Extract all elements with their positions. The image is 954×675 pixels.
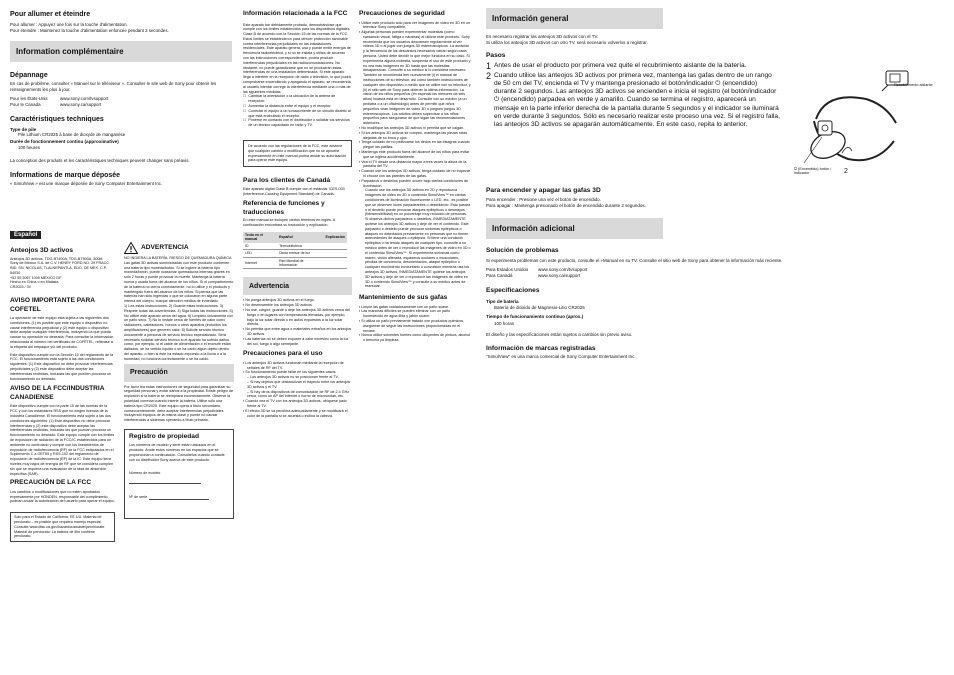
step-1 (486, 62, 780, 71)
list-item: ▪ Cuando use los anteojos 3D activos, tenga cuidado de no tropezar ni chocar con las paredes de las gafas. (359, 169, 471, 179)
list-item: ▪ No ponga anteojos 3D activos en el fuego. (243, 298, 352, 303)
cofetel-text-2: Este dispositivo cumple con la Sección 15 del reglamento de la FCC. El funcionamiento está sujeto a las dos condiciones siguientes: (1) Este dispositivo no debe provocar interferencias perjudiciales y (2) este dispositivo debe aceptar las interferencias recibidas, incluidas las que pueden provocar un funcionamiento no deseado. (10, 352, 114, 381)
advertencia-list: 1) Lea estas instrucciones. 2) Guarde estas instrucciones. 3) Respete todas las advertencias. 4) Siga todas las instrucciones. 5) No utilice este aparato cerca del agua. 6) Límpielo únicamente con un paño seco. 7) No lo instale cerca de fuentes de calor como radiadores, calefactores, hornos u otros aparatos (incluidos los amplificadores) que generen calor. 8) Solicite servicio técnico únicamente a personal de servicio técnico especializado. Será necesario solicitar servicio técnico si el aparato ha sufrido daños como, por ejemplo, si el cable de alimentación o el enchufe están dañados, se ha vertido líquido o se ha caído algún objeto dentro del aparato, o bien si éste ha estado expuesto a la lluvia o a la humedad, no funciona correctamente o se ha caído. (124, 303, 234, 361)
list-item: ▪ Limpie las gafas cuidadosamente con un paño suave. (359, 305, 471, 310)
perclorato-text-1: Solo para el Estado de California, EE.UU. Material de perclorato – es posible que requiera manejo especial. Consulte www.dtsc.ca.gov/hazardouswaste/perchlorate (14, 515, 105, 529)
type-pile-label: Type de pile (10, 126, 37, 132)
advertencia-header: Advertencia (243, 277, 352, 295)
marque-text: « SimulView » est une marque déposée de Sony Computer Entertainment Inc. (10, 180, 163, 186)
support-us-label: Pour les États-Unis (10, 96, 48, 102)
advertencia-bullets (243, 298, 352, 346)
list-item: ▪ No desensamble los anteojos 3D activos. (243, 303, 352, 308)
depannage-title: Dépannage (10, 72, 48, 80)
serie-line (149, 492, 209, 500)
step-2-number: 2 (486, 70, 492, 81)
support-ca-label-es: Para Canadá (486, 273, 513, 279)
info-comp-header: Information complémentaire (10, 41, 232, 62)
prec-uso-bullets (243, 361, 352, 419)
list-subitem: Cuando use los anteojos 3D activos en 2D y reproduzca imágenes de video en 3D o contenido SimulView™ en ciertas condiciones de iluminación fluorescente o LED, etc., es posible que se observen luces parpadeantes o destellando. Esto pasará o el destello puede provocar ataques epilépticos o desmayos (fotosensibilidad) en un porcentaje muy reducido de personas. Si observa dichos parpadeos o destellos, INMEDIATAMENTE quítese los anteojos 3D activos y deje de ver el contenido. Este parpadeo o destello puede provocar síntomas epilépticos o ataques no detectados previamente en personas que no tienen antecedentes de ataques o epilepsia. Si tiene una condición epiléptica o ha tenido ataques de cualquier tipo, consulte a su médico antes de ver o reproducir las imágenes de video en 3D o el contenido SimulView™. Si experimenta síntomas como mareo, visión alterada, espasmos oculares o musculares, pérdida de conciencia, desorientación, ataque epiléptico o cualquier movimiento involuntario o convulsión mientras usa los anteojos 3D activos, INMEDIATAMENTE quítese los anteojos 3D activos y deje de ver o reproducir las imágenes de video en 3D o contenido SimulView™ y consulte a su médico antes de reanudar. (365, 188, 471, 289)
support-ca-label: Pour le Canada (10, 101, 41, 107)
anteojos-models: Anteojos 3D activos, TDG-BT400A, TDG-BT500A, 500M (10, 256, 103, 261)
espec-title: Especificaciones (486, 286, 540, 294)
list-item: ▪ Tenga cuidado de no pellizcarse los dedos en las bisagras cuando plegue las patillas. (359, 140, 471, 150)
tipo-bat-value: Batería de dióxido de Magnesio-Litio CR2025 (494, 304, 585, 310)
perclorato-text-2: Material de perclorato: La batería de litio contiene perclorato. (14, 529, 95, 539)
table-row: Internet Red Mundial de Información (243, 257, 347, 269)
step-2 (486, 72, 780, 129)
fcc-box (243, 140, 352, 167)
pasos-block (486, 61, 946, 181)
prec-seg-bullets (359, 21, 471, 290)
col-spanish-legal (10, 223, 115, 542)
importer: Sony de México S.A. de C.V. HENRY FORD NO. 29 FRACC. IND. SN. NICOLAS, TLALNEPANTLA, EDO. DE MEX. C.P. 54030 (10, 261, 110, 275)
marcas-title: Información de marcas registradas (486, 344, 596, 352)
ref-table (243, 232, 347, 269)
prec-fcc-title: PRECAUCIÓN DE LA FCC (10, 479, 92, 487)
list-item: ▪ Nunca utilice solventes fuertes como diluyentes de pintura, alcohol o bencina ya limpieza. (359, 333, 471, 343)
power-text-2: Pour éteindre : Maintenez la touche d'alimentation enfoncée pendant 2 secondes. (10, 27, 169, 33)
tiempo-value: 100 horas (494, 321, 515, 327)
list-item: ▪ Los anteojos 3D activos funcionan mediante la recepción de señales de RF del TV. (243, 361, 352, 371)
mant-title: Mantenimiento de sus gafas (359, 294, 448, 302)
list-item: ▪ No modifique los anteojos 3D activos ni permita que se caigan. (359, 126, 471, 131)
ref-text: En este manual se incluyen ciertos términos en inglés. A continuación encontrará su traducción y explicación. (243, 218, 336, 228)
advertencia-sub: NO INGIERA LA BATERÍA, RIESGO DE QUEMADURA QUÍMICA (124, 256, 232, 260)
tel: +52 55 3067 1000 MÉXICO DF (10, 275, 62, 280)
info-general-text-1: Es necesario registrar las anteojos 3D activos con el TV. (486, 34, 599, 39)
prec-seg-title: Precauciones de seguridad (359, 10, 445, 17)
ref-title: Referencia de funciones y traducciones (243, 200, 325, 216)
table-row: ID Termoeléctrica (243, 243, 347, 250)
marque-title: Informations de marque déposée (10, 171, 121, 179)
ref-table-header: Texto en el manual Español Explicación (243, 232, 347, 243)
serie-label: Nº de serie (129, 494, 148, 499)
encender-text-2: Para apagar : Mantenga presionado el botón de encendido durante 2 segundos. (486, 202, 646, 208)
anteojos-title: Anteojos 3D activos (10, 247, 74, 254)
advertencia-title: ADVERTENCIA (141, 243, 189, 251)
list-subitem: – Los anteojos 3D activos no se posicionan frente al TV. (247, 375, 339, 380)
fcc-list (243, 94, 352, 128)
duree-label: Durée de fonctionnement continu (approximative) (10, 138, 119, 144)
col-seguridad (359, 10, 471, 343)
support-ca-url: www.sony.ca/support (60, 101, 102, 107)
step-1-text: Antes de usar el producto por primera vez quite el recubrimiento aislante de la batería. (494, 61, 747, 69)
solucion-text: Si experimenta problemas con este producto, consulte el i-Manual en su TV. Consulte el sitio web de Sony para obtener la información más reciente. (486, 257, 783, 263)
list-item: ▪ Su funcionamiento puede fallar en los siguientes casos: (243, 370, 352, 375)
step-2-text: Cuando utilice las anteojos 3D activos por primera vez, mantenga las gafas dentro de un rango de 50 cm del TV, encienda el TV y mantenga presionado el botón/indicador ⏻ (encendido) durante 2 segundos. Las anteojos 3D activos se encienden e inicia el registro (el botón/indicador ⏻ (encendido) parpadea en verde y amarillo. Cuando se termina el registro, aparecerá un mensaje en la parte inferior derecha de la pantalla durante 5 segundos y el indicador se iluminará en verde durante 3 segundos. Sólo es necesario realizar este proceso una vez. Si el registro falla, las anteojos 3D activos se apagarán automáticamente. En este caso, repita lo anterior. (494, 71, 780, 128)
fcc-ic-text: Este dispositivo cumple con la parte 15 de las normas de la FCC y con los estándares RSS que no exigen licencia de la Industria Canadiense. El funcionamiento está sujeto a las dos condiciones siguientes: (1) Este dispositivo no debe provocar interferencias y (2) este dispositivo debe aceptar las interferencias recibidas, incluidas las que puedan provocar un funcionamiento no deseado. Este equipo cumple con los límites de exposición de radiación de la FCC/IC establecidos para un ambiente no controlado y cumple con los lineamientos de exposición de radiofrecuencia (RF) de la FCC estipulados en el Suplemento C a OET65 y RSS-102 del reglamento de exposición de radiofrecuencia (RF) de la IC. Este equipo tiene niveles muy bajos de energía de RF que se considera cumplen sin que se requiera una evaluación de la tasa de absorción específica (SAR). (10, 404, 115, 476)
svg-text:2: 2 (844, 167, 848, 175)
list-item: ▪ Si los anteojos 3D activos se rompen, mantenga las piezas rotas alejadas de su boca y ojos. (359, 131, 471, 141)
fcc-info-title: Información relacionada a la FCC (243, 10, 348, 17)
canada-text: Este aparato digital Clase B cumple con el estándar ICES-003 (Interference-Causing Equipment Standard) de Canadá. (243, 186, 345, 196)
cofetel-text-1: La operación de este equipo está sujeta a las siguientes dos condiciones: (1) es posible que este equipo o dispositivo no cause interferencia perjudicial y (2) este equipo o dispositivo debe aceptar cualquier interferencia, incluyendo la que pueda causar su operación no deseada. Para consultar la información relacionada al número del certificado de COFETEL, refiérase a la etiqueta del empaque y/o del producto. (10, 316, 114, 349)
modelo-label: Número de modelo (129, 470, 161, 475)
list-item: ▪ El efecto 3D se va percibirá adecuadamente y se modificará el color de la pantalla si se acuesta o inclina la cabeza. (243, 409, 352, 419)
support-ca-url-es: www.sony.ca/support (538, 273, 581, 279)
fcc-info-text: Este aparato fue debidamente probado, demostrándose que cumple con los límites establecidos para los dispositivos digitales Clase B de acuerdo con la Sección 15 de las normas de la FCC. Estos límites se establecieron para ofrecer protección razonable contra interferencias perjudiciales en las instalaciones residenciales. Este aparato genera, usa y puede emitir energía de frecuencia radioeléctrica, y si no se instala y utiliza de acuerdo con las instrucciones correspondientes, podría producir interferencias perjudiciales en las radiocomunicaciones. No obstante, no puede garantizarse que no se producirán estas interferencias en una instalación determinada. Si este aparato llega a interferir en la recepción de radio o televisión, lo que podrá comprobarse encendiendo y apagando el aparato, se recomienda al usuario intentar corregir la interferencia mediante una o más de las siguientes medidas: (243, 22, 351, 94)
carac-note: La conception des produits et les caractéristiques techniques peuvent changer sans préavis. (10, 158, 190, 164)
list-subitem: – Si hay otros dispositivos de comunicación de RF de 2.4 GHz cerca, como un AP del internet o horno de microondas, etc. (247, 389, 350, 399)
registro-box (124, 429, 234, 519)
label-recubrimiento: Recubrimiento aislante (894, 82, 933, 87)
list-item: ▪ Mantenga este producto fuera del alcance de los niños para evitar que se ingiera accidentalmente. (359, 150, 471, 160)
type-pile-value: Pile Lithium CR2025 à base de dioxyde de manganèse (18, 132, 126, 138)
glasses-illustration (786, 61, 936, 181)
list-item: ▪ No use, cargue, guarde o deje los anteojos 3D activos cerca del fuego o en lugares con temperaturas elevadas, por ejemplo, bajo la luz solar directa o en autos expuestos a la luz solar directa. (243, 308, 352, 327)
registro-title: Registro de propiedad (129, 432, 199, 440)
perclorato-box (10, 512, 115, 542)
info-adicional-header: Información adicional (486, 218, 663, 239)
encender-text-1: Para encender : Presione una vez el botón de encendido. (486, 197, 601, 203)
precaucion-text: Por favor lea estas instrucciones de seguridad para garantizar su seguridad personal y evitar daños a la propiedad. Existe peligro de explosión si la batería se reemplaza incorrectamente. Observe la polaridad correcta cuando inserte la batería. Utilice sólo una batería tipo CR2025. Este equipo opera a título secundario, consecuentemente, debe aceptar interferencias perjudiciales incluyendo equipos de la misma clase y puede no causar interferencias a sistemas operando a título primario. (124, 384, 234, 423)
prec-fcc-text: Los cambios o modificaciones que no estén aprobados expresamente por HONDEN, responsable del cumplimiento, podrían anular la autorización del usuario para operar el equipo. (10, 489, 115, 504)
list-item: ▪ Las baterías no se deben exponer a calor excesivo como la luz del sol, fuego o algo semejante. (243, 337, 352, 347)
fcc-list-item: ☐ Conectar el equipo a un tomacorriente de un circuito distinto al que está enchufado el receptor. (243, 108, 351, 118)
glasses-illustration-svg (786, 61, 936, 181)
hecho: Hecho en China o en Malasia (10, 280, 59, 285)
cofetel-title: AVISO IMPORTANTE PARA COFETEL (10, 297, 95, 313)
support-us-url-es: www.sony.com/tvsupport (538, 267, 588, 273)
list-subitem: – Si hay objetos que obstaculizan el trayecto entre los anteojos 3D activos y el TV. (247, 380, 351, 389)
list-item: ▪ Parpadeos o destellos pueden ocurrir bajo ciertas condiciones de iluminación. (359, 179, 471, 189)
espec-note: El diseño y las especificaciones están sujetos a cambios sin previo aviso. (486, 331, 633, 337)
modelo-line (129, 476, 201, 484)
advertencia-heading (124, 242, 234, 254)
support-us-label-es: Para Estados Unidos (486, 267, 529, 273)
support-us-url: www.sony.com/tvsupport (60, 96, 109, 102)
list-item: ▪ Utilice este producto sólo para ver imágenes de video en 3D en un televisor Sony compatible. (359, 21, 471, 31)
pasos-title: Pasos (486, 52, 506, 60)
registro-text: Los números de modelo y serie están ubicados en el producto. Anote estos números en los espacios que se proporcionan a continuación. Consúltelos cuando contacte con su distribuidor Sony acerca de este producto. (129, 443, 225, 462)
pasos-steps (486, 61, 780, 181)
col-fcc (243, 10, 352, 418)
canada-title: Para los clientes de Canadá (243, 177, 331, 185)
espanol-badge: Español (10, 231, 41, 239)
advertencia-text: Las gafas 3D activas suministradas con este producto contienen una batería tipo moneda/botón. Si se ingiere la batería tipo moneda/botón, puede ocasionar quemaduras internas graves en solo 2 horas y puede provocar la muerte. Mantenga la batería nueva y usada fuera del alcance de los niños. Si el compartimiento de la batería no cierra correctamente, no lo utilice y el producto y manténgalo fuera del alcance de los niños. Si piensa que las baterías han sido ingeridas o que se colocaron en alguna parte interna del cuerpo, busque atención médica de inmediato. (124, 260, 234, 304)
serie-row (129, 492, 229, 500)
carac-title: Caractéristiques techniques (10, 115, 104, 123)
support-ca-row-es (486, 273, 946, 279)
col-warnings (124, 242, 234, 519)
power-text-1: Pour allumer : Appuyez une fois sur la touche d'alimentation. (10, 22, 128, 27)
list-item: ▪ Algunas personas pueden experimentar molestias (como cansancio visual, fatiga o náuseas) al utilizar este producto. Sony recomienda que los usuarios descansen regularmente al ver videos 3D o al jugar con juegos 3D estereoscópicos. La duración y la frecuencia de los descansos necesarios varían según cada persona. Usted debe decidir lo que mejor funciona en su caso. Si experimenta alguna molestia, suspenda el uso de este producto y no vea más imágenes en 3D hasta que las molestias desaparezcan. Consulte a su médico si lo considera necesario. También se recomienda leer nuevamente (i) el manual de instrucciones de su televisor, así como también instrucciones de cualquier otro dispositivo o medio que se utilice con su televisor, y (ii) el sitio web de Sony para obtener la última información. La visión de los niños pequeños (en especial los menores de seis años) todavía está en desarrollo. Consulte con su médico (a un pediatra o a un oftalmólogo) antes de permitir que niños pequeños vean imágenes de video 3D o jueguen juegos 3D estereoscópicos. Los adultos deben supervisar a los niños pequeños para asegurarse de que sigan las recomendaciones anteriores. (359, 30, 471, 126)
prec-uso-title: Precauciones para el uso (243, 350, 323, 358)
list-item: ▪ Las manchas difíciles se pueden eliminar con un paño humedecido en agua tibia y jabón suave. (359, 309, 471, 319)
fcc-ic-title: AVISO DE LA FCC/INDUSTRIA CANADIENSE (10, 385, 105, 401)
col-french (10, 10, 232, 187)
list-item: ▪ Vea el TV desde una distancia mayor a tres veces la altura de la pantalla del TV. (359, 160, 471, 170)
list-item: ▪ Si utiliza un paño previamente tratado con productos químicos, asegúrese de seguir las instrucciones proporcionadas en el envase. (359, 319, 471, 333)
info-general-header: Información general (486, 8, 663, 29)
precaucion-header: Precaución (124, 364, 234, 382)
step-1-number: 1 (486, 60, 492, 71)
cr: CR2025 / 3V (10, 285, 32, 290)
warning-icon (124, 242, 138, 254)
depannage-text: En cas de problème, consulter « Manuel sur le téléviseur ». Consulter le site web de Sony pour obtenir les renseignements les plus à jour. (10, 81, 217, 92)
mant-bullets (359, 305, 471, 343)
col-right (486, 8, 946, 360)
table-row: LED Diodo emisor de luz (243, 250, 347, 257)
label-boton-indicador: ⏻ (Encendido) botón / indicador (794, 166, 832, 176)
fcc-box-text: De acuerdo con las regulaciones de la FCC, este adviene que cualquier cambio o modificación que no se apruebe expresamente en este manual podría anular su autorización para operar este equipo. (248, 144, 347, 163)
power-title: Pour allumer et éteindre (10, 11, 91, 18)
tipo-bat-label: Tipo de batería (486, 299, 519, 305)
support-ca-row (10, 102, 232, 108)
marcas-text: "SimulView" es una marca comercial de Sony Computer Entertainment Inc. (486, 354, 636, 360)
duree-value: 100 heures (18, 144, 40, 150)
fcc-list-item: ☐ Ponerse en contacto con el distribuidor o solicitar los servicios de un técnico capacitado en radio y TV. (243, 118, 350, 128)
encender-title: Para encender y apagar las gafas 3D (486, 186, 601, 194)
fcc-list-item: ☐ Aumentar la distancia entre el equipo y el receptor. (243, 104, 332, 109)
info-general-text-2: Si utiliza los anteojos 3D activos con otro TV, será necesario volverlos a registrar. (486, 39, 648, 45)
solucion-title: Solución de problemas (486, 247, 559, 255)
list-item: ▪ No permita que entre agua o materiales extraños en los anteojos 3D activos. (243, 327, 352, 337)
fcc-list-item: ☐ Cambiar la orientación o la ubicación de la antena de recepción. (243, 94, 336, 104)
tiempo-label: Tiempo de funcionamiento continuo (aprox.) (486, 313, 584, 319)
list-item: ▪ Cuando vea el TV con los anteojos 3D activos, ubíquese justo frente al TV. (243, 399, 352, 409)
